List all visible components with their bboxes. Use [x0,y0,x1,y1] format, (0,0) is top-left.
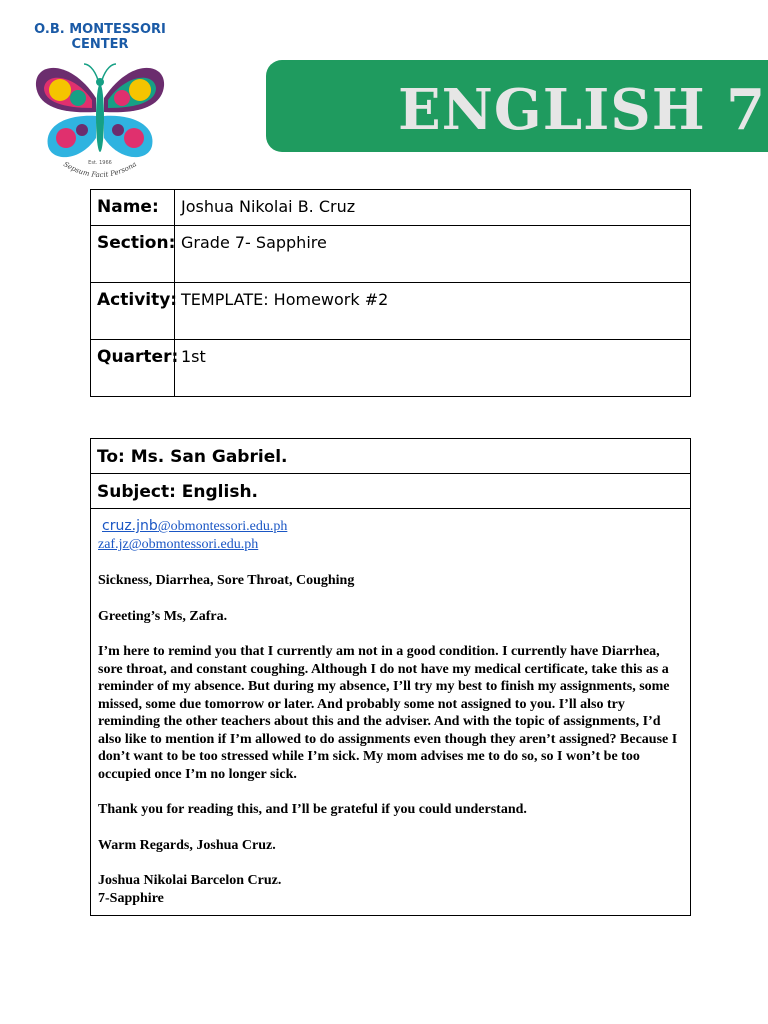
school-name: O.B. MONTESSORI CENTER [34,22,166,52]
subject-title: ENGLISH 7 [398,77,767,143]
info-label: Quarter: [91,340,175,397]
letter-body [91,509,690,915]
info-row-name [91,190,691,226]
email-link-secondary[interactable]: zaf.jz@obmontessori.edu.ph [98,537,259,552]
info-row-quarter [91,340,691,397]
email-link-primary[interactable]: cruz.jnb@obmontessori.edu.ph [102,518,288,534]
info-value: 1st [175,340,691,397]
letter-closing: Warm Regards, Joshua Cruz. [98,837,276,853]
butterfly-icon [30,58,170,188]
svg-text:Est. 1966: Est. 1966 [88,160,112,166]
info-value: Joshua Nikolai B. Cruz [175,190,691,226]
subject-banner [266,60,768,152]
letter-to: To: Ms. San Gabriel. [91,439,690,474]
signature-section: 7-Sapphire [98,890,164,906]
info-row-section [91,226,691,283]
signature-name: Joshua Nikolai Barcelon Cruz. [98,873,282,888]
svg-text:Sepsum Facit Persona: Sepsum Facit Persona [62,160,138,180]
letter-greeting: Greeting’s Ms, Zafra. [98,608,228,624]
student-info-table [90,189,691,397]
letter-subject: Subject: English. [91,474,690,509]
info-value: Grade 7- Sapphire [175,226,691,283]
info-label: Activity: [91,283,175,340]
letter-paragraph: I’m here to remind you that I currently am not in a good condition. I currently have Diarrhea, sore throat, and constant coughing. Although I do not have my medical certificate, take this as a reminder of my absence. But during my absence, I’ll try my best to finish my assignments, some missed, some due tomorrow or later. And probably some not assigned to you. I’ll also try reminding the other teachers about this and the adviser. And with the topic of assignments, I’d also like to mention if I’m allowed to do assignments even though they aren’t assigned? Because I don’t want to be too stressed while I’m sick. My mom advises me to do so, so I won’t be too occupied once I’m no longer sick. [98,644,678,782]
letter-thanks: Thank you for reading this, and I’ll be grateful if you could understand. [98,802,527,817]
letter-topic: Sickness, Diarrhea, Sore Throat, Coughing [98,573,355,588]
letter-box [90,438,691,916]
info-label: Section: [91,226,175,283]
info-row-activity [91,283,691,340]
school-logo [30,22,170,187]
info-value: TEMPLATE: Homework #2 [175,283,691,340]
email-list [98,517,684,554]
info-label: Name: [91,190,175,226]
